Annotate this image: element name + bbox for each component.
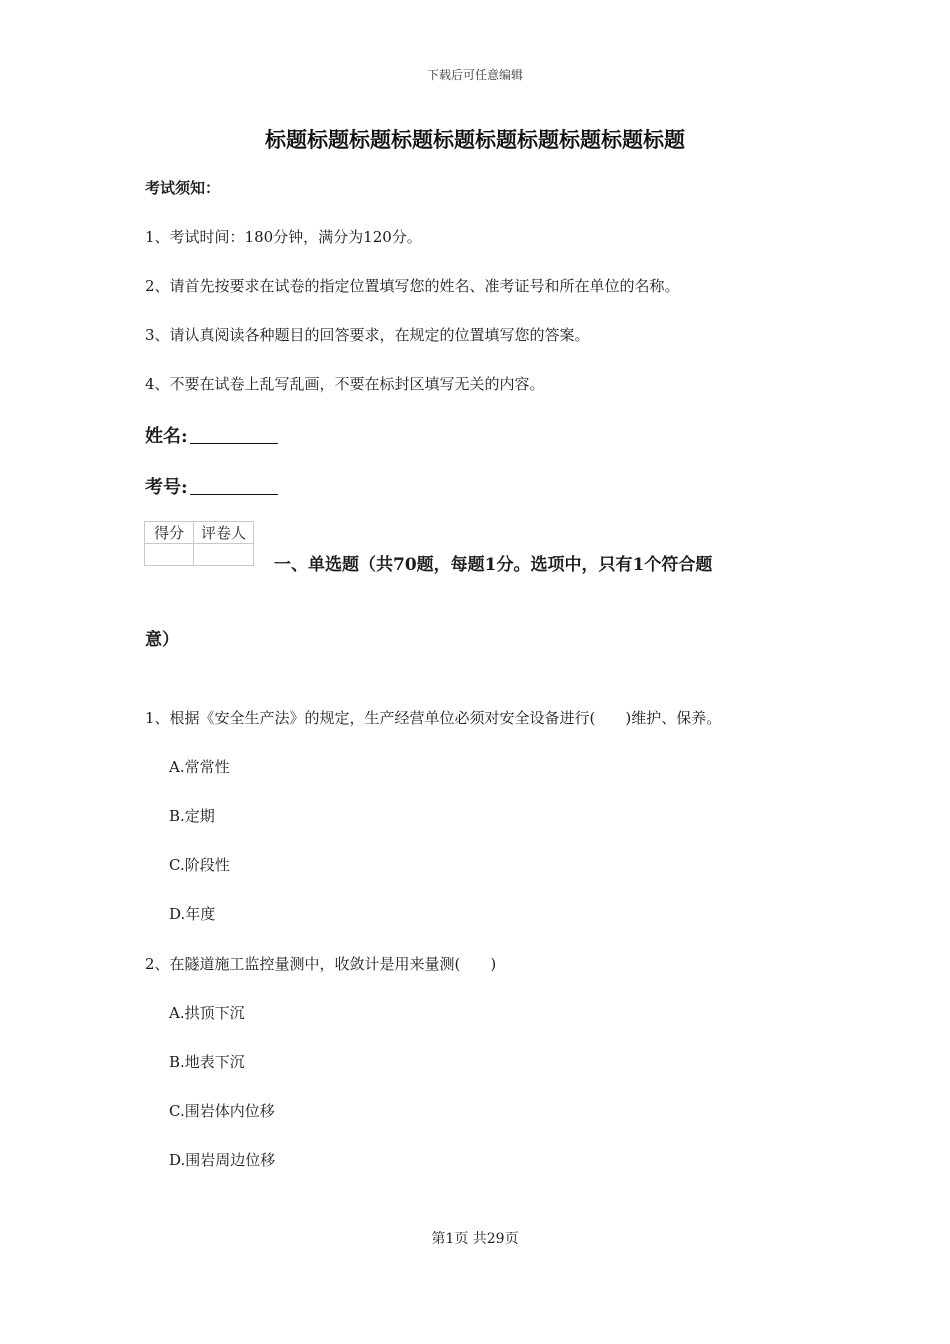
name-label: 姓名:: [145, 426, 188, 447]
question-1-option-d: D.年度: [169, 905, 216, 923]
header-note: 下载后可任意编辑: [426, 68, 523, 82]
notice-item: 1、考试时间：180分钟，满分为120分。: [145, 228, 422, 246]
question-1-option-c: C.阶段性: [169, 856, 230, 874]
section-title: 一、单选题（共70题，每题1分。选项中，只有1个符合题: [274, 555, 713, 575]
name-blank[interactable]: [190, 442, 278, 444]
notice-heading: 考试须知：: [145, 179, 221, 197]
document-title: 标题标题标题标题标题标题标题标题标题标题: [265, 127, 685, 152]
question-2-option-d: D.围岩周边位移: [169, 1151, 276, 1169]
question-2-option-c: C.围岩体内位移: [169, 1102, 275, 1120]
question-1: 1、根据《安全生产法》的规定，生产经营单位必须对安全设备进行( )维护、保养。: [145, 709, 722, 727]
exam-number-label: 考号:: [145, 477, 188, 498]
exam-number-field: [145, 473, 278, 499]
score-table-input-row: [145, 544, 254, 566]
score-table: [144, 521, 254, 566]
notice-item: 4、不要在试卷上乱写乱画，不要在标封区填写无关的内容。: [145, 375, 545, 393]
notice-item: 2、请首先按要求在试卷的指定位置填写您的姓名、准考证号和所在单位的名称。: [145, 277, 680, 295]
exam-number-blank[interactable]: [190, 493, 278, 495]
question-2-option-a: A.拱顶下沉: [169, 1004, 245, 1022]
name-field: [145, 422, 278, 448]
question-1-option-b: B.定期: [169, 807, 215, 825]
notice-item: 3、请认真阅读各种题目的回答要求，在规定的位置填写您的答案。: [145, 326, 590, 344]
question-1-option-a: A.常常性: [169, 758, 230, 776]
question-2: 2、在隧道施工监控量测中，收敛计是用来量测( ): [145, 955, 497, 973]
score-table-header-row: [145, 522, 254, 544]
score-header: 得分: [145, 522, 194, 544]
grader-cell[interactable]: [194, 544, 254, 566]
grader-header: 评卷人: [194, 522, 254, 544]
score-cell[interactable]: [145, 544, 194, 566]
page-indicator: 第1页 共29页: [431, 1231, 519, 1247]
section-title-continuation: 意）: [145, 630, 179, 650]
question-2-option-b: B.地表下沉: [169, 1053, 245, 1071]
